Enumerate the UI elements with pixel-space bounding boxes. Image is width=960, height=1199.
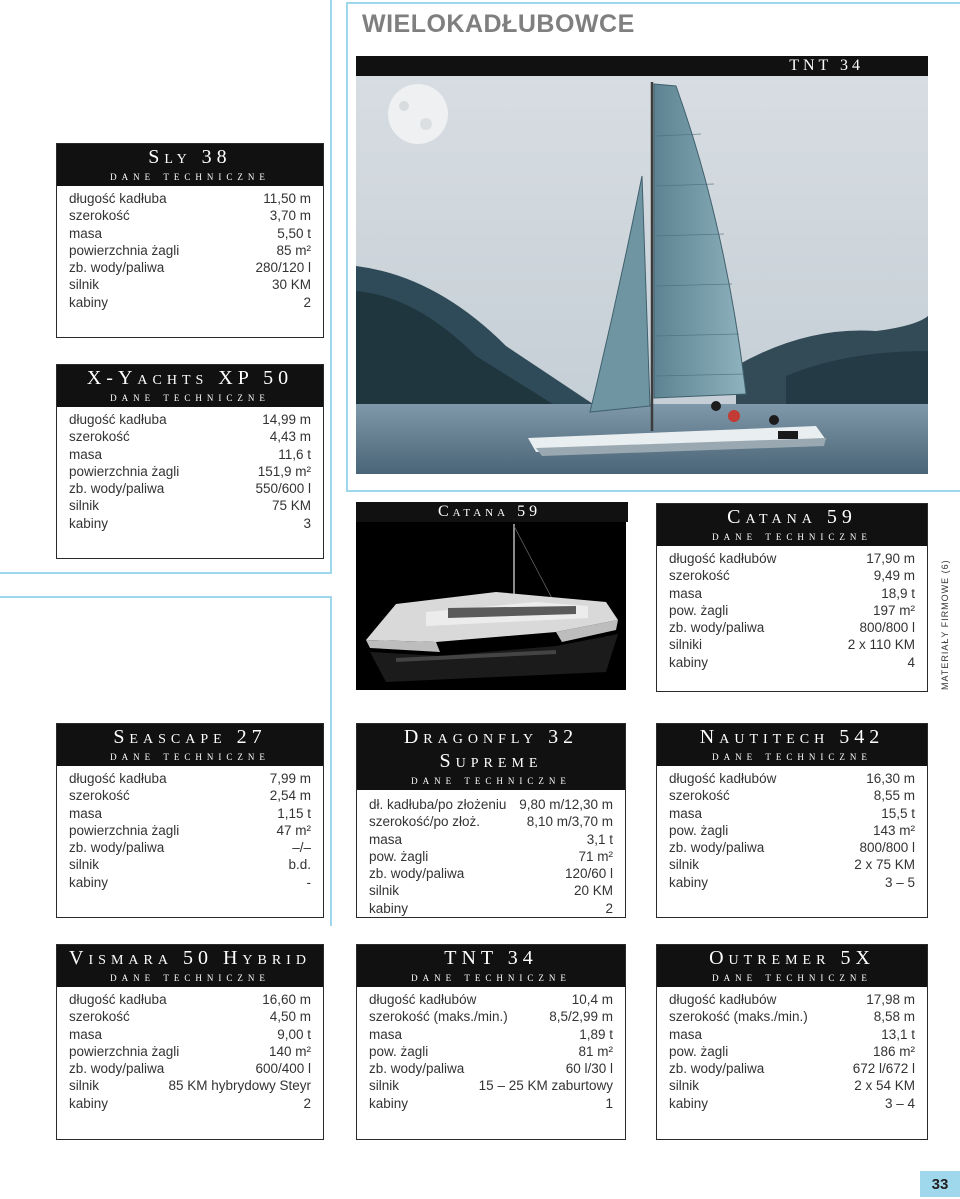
spec-value: 71 m² <box>578 848 613 864</box>
spec-value: 14,99 m <box>262 412 311 427</box>
spec-label: kabiny <box>69 515 109 531</box>
spec-row <box>369 813 613 830</box>
spec-row <box>669 787 915 804</box>
spec-row <box>369 882 613 899</box>
spec-card-nautitech-542 <box>656 723 928 918</box>
spec-row <box>669 585 915 602</box>
spec-value: 47 m² <box>276 822 311 838</box>
spec-row <box>669 1095 915 1112</box>
spec-row <box>69 480 311 497</box>
spec-value: –/– <box>292 840 311 856</box>
spec-value: 8,55 m <box>873 788 915 804</box>
card-title: X-Yachts XP 50 <box>86 367 294 389</box>
spec-row <box>369 831 613 848</box>
spec-label: pow. żagli <box>669 602 729 618</box>
card-header <box>657 945 927 987</box>
spec-card-outremer-5x <box>656 944 928 1140</box>
spec-label: szerokość <box>69 208 130 224</box>
spec-value: 1 <box>605 1095 613 1111</box>
spec-value: 5,50 t <box>277 225 311 241</box>
card-title: Vismara 50 Hybrid <box>69 947 311 969</box>
spec-row <box>369 1026 613 1043</box>
spec-row <box>69 294 311 311</box>
card-title: Nautitech 542 <box>699 726 885 748</box>
spec-row <box>669 1026 915 1043</box>
spec-row <box>669 805 915 822</box>
spec-value: 4,43 m <box>269 429 311 445</box>
spec-card-tnt-34 <box>356 944 626 1140</box>
spec-value: 3 <box>303 515 311 531</box>
spec-value: 550/600 l <box>255 481 311 497</box>
spec-value: 800/800 l <box>859 840 915 856</box>
card-title-line2: Supreme <box>439 750 543 772</box>
spec-row <box>669 654 915 671</box>
spec-label: kabiny <box>69 294 109 310</box>
spec-row <box>669 1043 915 1060</box>
spec-row <box>69 446 311 463</box>
spec-row <box>369 991 613 1008</box>
spec-value: 151,9 m² <box>257 463 311 479</box>
spec-label: długość kadłubów <box>669 992 777 1007</box>
spec-label: zb. wody/paliwa <box>69 840 165 856</box>
spec-card-x-yachts-xp-50 <box>56 364 324 559</box>
spec-row <box>669 1077 915 1094</box>
spec-row <box>69 822 311 839</box>
spec-value: 2 <box>303 294 311 310</box>
catana-caption: Catana 59 <box>356 502 628 522</box>
spec-label: zb. wody/paliwa <box>669 1061 765 1077</box>
spec-label: zb. wody/paliwa <box>369 866 465 882</box>
spec-value: 1,89 t <box>579 1026 613 1042</box>
card-subtitle: dane techniczne <box>110 389 270 404</box>
spec-row <box>69 515 311 532</box>
spec-row <box>669 619 915 636</box>
spec-label: kabiny <box>669 654 709 670</box>
spec-label: szerokość <box>669 788 730 804</box>
spec-row <box>669 874 915 891</box>
spec-label: zb. wody/paliwa <box>669 620 765 636</box>
spec-label: silnik <box>69 1078 100 1094</box>
spec-label: masa <box>669 805 703 821</box>
spec-label: długość kadłubów <box>669 551 777 566</box>
spec-value: 15,5 t <box>881 805 915 821</box>
spec-label: silniki <box>669 637 703 653</box>
spec-rows <box>357 987 625 1112</box>
spec-value: 2 x 75 KM <box>854 857 915 873</box>
spec-rows <box>657 987 927 1112</box>
spec-row <box>69 242 311 259</box>
page-title: WIELOKADŁUBOWCE <box>362 10 635 38</box>
spec-value: b.d. <box>288 857 311 873</box>
spec-label: długość kadłubów <box>369 992 477 1007</box>
spec-value: 4 <box>907 654 915 670</box>
spec-label: kabiny <box>369 1095 409 1111</box>
spec-label: pow. żagli <box>369 1043 429 1059</box>
spec-label: silnik <box>669 857 700 873</box>
spec-row <box>369 848 613 865</box>
spec-row <box>69 805 311 822</box>
spec-value: 10,4 m <box>571 992 613 1007</box>
spec-label: szerokość/po złoż. <box>369 814 481 830</box>
spec-value: 20 KM <box>573 883 613 899</box>
spec-label: masa <box>669 585 703 601</box>
spec-value: 140 m² <box>268 1043 311 1059</box>
spec-value: 16,30 m <box>866 771 915 786</box>
card-title: Sly 38 <box>148 146 232 168</box>
spec-row <box>69 1077 311 1094</box>
card-subtitle: dane techniczne <box>110 168 270 183</box>
spec-value: 9,49 m <box>873 568 915 584</box>
spec-row <box>69 428 311 445</box>
spec-rows <box>657 546 927 671</box>
spec-row <box>69 1043 311 1060</box>
spec-label: kabiny <box>669 874 709 890</box>
spec-row <box>69 839 311 856</box>
spec-row <box>69 1008 311 1025</box>
spec-row <box>669 839 915 856</box>
spec-row <box>369 1008 613 1025</box>
spec-card-vismara-50-hybrid <box>56 944 324 1140</box>
spec-value: 60 l/30 l <box>565 1061 613 1077</box>
spec-row <box>69 1095 311 1112</box>
card-header <box>657 504 927 546</box>
spec-row <box>369 1060 613 1077</box>
spec-label: silnik <box>669 1078 700 1094</box>
card-title: Dragonfly 32 <box>403 726 579 748</box>
spec-value: 8,5/2,99 m <box>549 1009 613 1025</box>
spec-row <box>369 900 613 917</box>
spec-label: masa <box>69 446 103 462</box>
spec-label: pow. żagli <box>669 822 729 838</box>
spec-label: zb. wody/paliwa <box>669 840 765 856</box>
spec-label: długość kadłuba <box>69 992 167 1007</box>
spec-value: 30 KM <box>271 277 311 293</box>
spec-value: 2 <box>605 900 613 916</box>
spec-label: pow. żagli <box>369 848 429 864</box>
card-header <box>57 724 323 766</box>
card-title: Seascape 27 <box>113 726 267 748</box>
spec-label: szerokość <box>69 429 130 445</box>
spec-row <box>369 1095 613 1112</box>
spec-row <box>669 636 915 653</box>
spec-value: 2 x 110 KM <box>847 637 915 653</box>
card-subtitle: dane techniczne <box>411 969 571 984</box>
spec-label: powierzchnia żagli <box>69 463 180 479</box>
spec-label: kabiny <box>669 1095 709 1111</box>
spec-row <box>669 602 915 619</box>
spec-rows <box>57 766 323 891</box>
spec-value: 11,6 t <box>278 446 311 462</box>
spec-rows <box>657 766 927 891</box>
spec-row <box>69 207 311 224</box>
card-header <box>357 945 625 987</box>
spec-row <box>69 1060 311 1077</box>
card-header <box>57 945 323 987</box>
spec-label: pow. żagli <box>669 1043 729 1059</box>
card-title: Outremer 5X <box>709 947 875 969</box>
spec-label: szerokość <box>69 788 130 804</box>
spec-value: 13,1 t <box>881 1026 915 1042</box>
spec-label: szerokość (maks./min.) <box>369 1009 508 1025</box>
spec-card-sly-38 <box>56 143 324 338</box>
spec-rows <box>57 186 323 311</box>
spec-row <box>69 463 311 480</box>
spec-value: 1,15 t <box>277 805 311 821</box>
spec-row <box>669 856 915 873</box>
spec-value: 8,10 m/3,70 m <box>526 814 613 830</box>
spec-rows <box>57 407 323 532</box>
spec-label: silnik <box>69 277 100 293</box>
spec-row <box>369 865 613 882</box>
spec-value: 16,60 m <box>262 992 311 1007</box>
spec-value: 7,99 m <box>269 771 311 786</box>
spec-label: szerokość <box>669 568 730 584</box>
card-subtitle: dane techniczne <box>712 969 872 984</box>
spec-label: silnik <box>69 857 100 873</box>
spec-value: 15 – 25 KM zaburtowy <box>478 1078 613 1094</box>
tnt-banner <box>356 56 928 76</box>
spec-value: 85 m² <box>276 242 311 258</box>
spec-value: 2,54 m <box>269 788 311 804</box>
spec-label: zb. wody/paliwa <box>69 481 165 497</box>
spec-value: 3 – 4 <box>884 1095 915 1111</box>
spec-rows <box>357 790 625 917</box>
spec-row <box>69 787 311 804</box>
side-label: MATERIAŁY FIRMOWE (6) <box>940 559 950 690</box>
spec-row <box>669 1008 915 1025</box>
spec-value: 4,50 m <box>269 1009 311 1025</box>
spec-value: 11,50 m <box>263 191 311 206</box>
spec-label: powierzchnia żagli <box>69 1043 180 1059</box>
spec-value: 9,00 t <box>277 1026 311 1042</box>
spec-value: - <box>306 874 311 890</box>
spec-value: 3,1 t <box>586 831 613 847</box>
spec-row <box>669 567 915 584</box>
spec-value: 3 – 5 <box>884 874 915 890</box>
card-header <box>657 724 927 766</box>
spec-row <box>669 991 915 1008</box>
spec-value: 120/60 l <box>564 866 613 882</box>
spec-card-catana-59 <box>656 503 928 692</box>
spec-value: 18,9 t <box>881 585 915 601</box>
spec-row <box>369 796 613 813</box>
spec-row <box>69 259 311 276</box>
spec-label: masa <box>69 225 103 241</box>
card-subtitle: dane techniczne <box>110 748 270 763</box>
card-header <box>57 144 323 186</box>
card-title: Catana 59 <box>727 506 857 528</box>
card-header <box>57 365 323 407</box>
spec-value: 85 KM hybrydowy Steyr <box>168 1078 311 1094</box>
spec-label: kabiny <box>369 900 409 916</box>
spec-row <box>69 874 311 891</box>
spec-row <box>69 497 311 514</box>
spec-label: silnik <box>369 1078 400 1094</box>
spec-value: 600/400 l <box>255 1061 311 1077</box>
spec-value: 197 m² <box>872 602 915 618</box>
spec-value: 3,70 m <box>269 208 311 224</box>
tnt-banner-label: TNT 34 <box>789 57 864 74</box>
spec-row <box>669 1060 915 1077</box>
card-subtitle: dane techniczne <box>411 772 571 787</box>
spec-value: 280/120 l <box>255 260 311 276</box>
spec-value: 800/800 l <box>859 620 915 636</box>
spec-row <box>669 550 915 567</box>
spec-value: 75 KM <box>271 498 311 514</box>
spec-label: długość kadłubów <box>669 771 777 786</box>
spec-row <box>669 770 915 787</box>
spec-row <box>69 991 311 1008</box>
spec-label: zb. wody/paliwa <box>69 1061 165 1077</box>
spec-label: dł. kadłuba/po złożeniu <box>369 797 507 812</box>
spec-label: długość kadłuba <box>69 412 167 427</box>
spec-label: silnik <box>69 498 100 514</box>
spec-label: masa <box>369 831 403 847</box>
spec-label: długość kadłuba <box>69 191 167 206</box>
spec-label: masa <box>669 1026 703 1042</box>
card-title: TNT 34 <box>444 947 538 969</box>
spec-card-seascape-27 <box>56 723 324 918</box>
spec-row <box>69 770 311 787</box>
spec-card-dragonfly-32 <box>356 723 626 918</box>
spec-label: kabiny <box>69 874 109 890</box>
spec-row <box>69 1026 311 1043</box>
catana59-render <box>356 522 626 690</box>
spec-row <box>69 856 311 873</box>
spec-value: 9,80 m/12,30 m <box>519 797 613 812</box>
spec-value: 2 x 54 KM <box>854 1078 915 1094</box>
page-number: 33 <box>920 1171 960 1197</box>
spec-label: zb. wody/paliwa <box>69 260 165 276</box>
spec-rows <box>57 987 323 1112</box>
spec-row <box>69 411 311 428</box>
spec-label: szerokość <box>69 1009 130 1025</box>
spec-row <box>69 190 311 207</box>
spec-label: masa <box>69 1026 103 1042</box>
spec-row <box>669 822 915 839</box>
card-header <box>357 724 625 790</box>
spec-value: 186 m² <box>872 1043 915 1059</box>
card-subtitle: dane techniczne <box>110 969 270 984</box>
card-subtitle: dane techniczne <box>712 528 872 543</box>
card-subtitle: dane techniczne <box>712 748 872 763</box>
spec-value: 17,98 m <box>866 992 915 1007</box>
spec-row <box>369 1077 613 1094</box>
spec-label: powierzchnia żagli <box>69 822 180 838</box>
spec-label: silnik <box>369 883 400 899</box>
spec-label: masa <box>69 805 103 821</box>
spec-label: zb. wody/paliwa <box>369 1061 465 1077</box>
spec-label: masa <box>369 1026 403 1042</box>
spec-row <box>69 276 311 293</box>
spec-value: 17,90 m <box>866 551 915 566</box>
spec-row <box>369 1043 613 1060</box>
spec-row <box>69 225 311 242</box>
spec-label: kabiny <box>69 1095 109 1111</box>
spec-value: 81 m² <box>578 1043 613 1059</box>
spec-value: 2 <box>303 1095 311 1111</box>
spec-value: 143 m² <box>872 822 915 838</box>
spec-label: długość kadłuba <box>69 771 167 786</box>
spec-label: powierzchnia żagli <box>69 242 180 258</box>
spec-label: szerokość (maks./min.) <box>669 1009 808 1025</box>
spec-value: 8,58 m <box>873 1009 915 1025</box>
tnt34-photo <box>356 76 928 474</box>
spec-value: 672 l/672 l <box>852 1061 915 1077</box>
